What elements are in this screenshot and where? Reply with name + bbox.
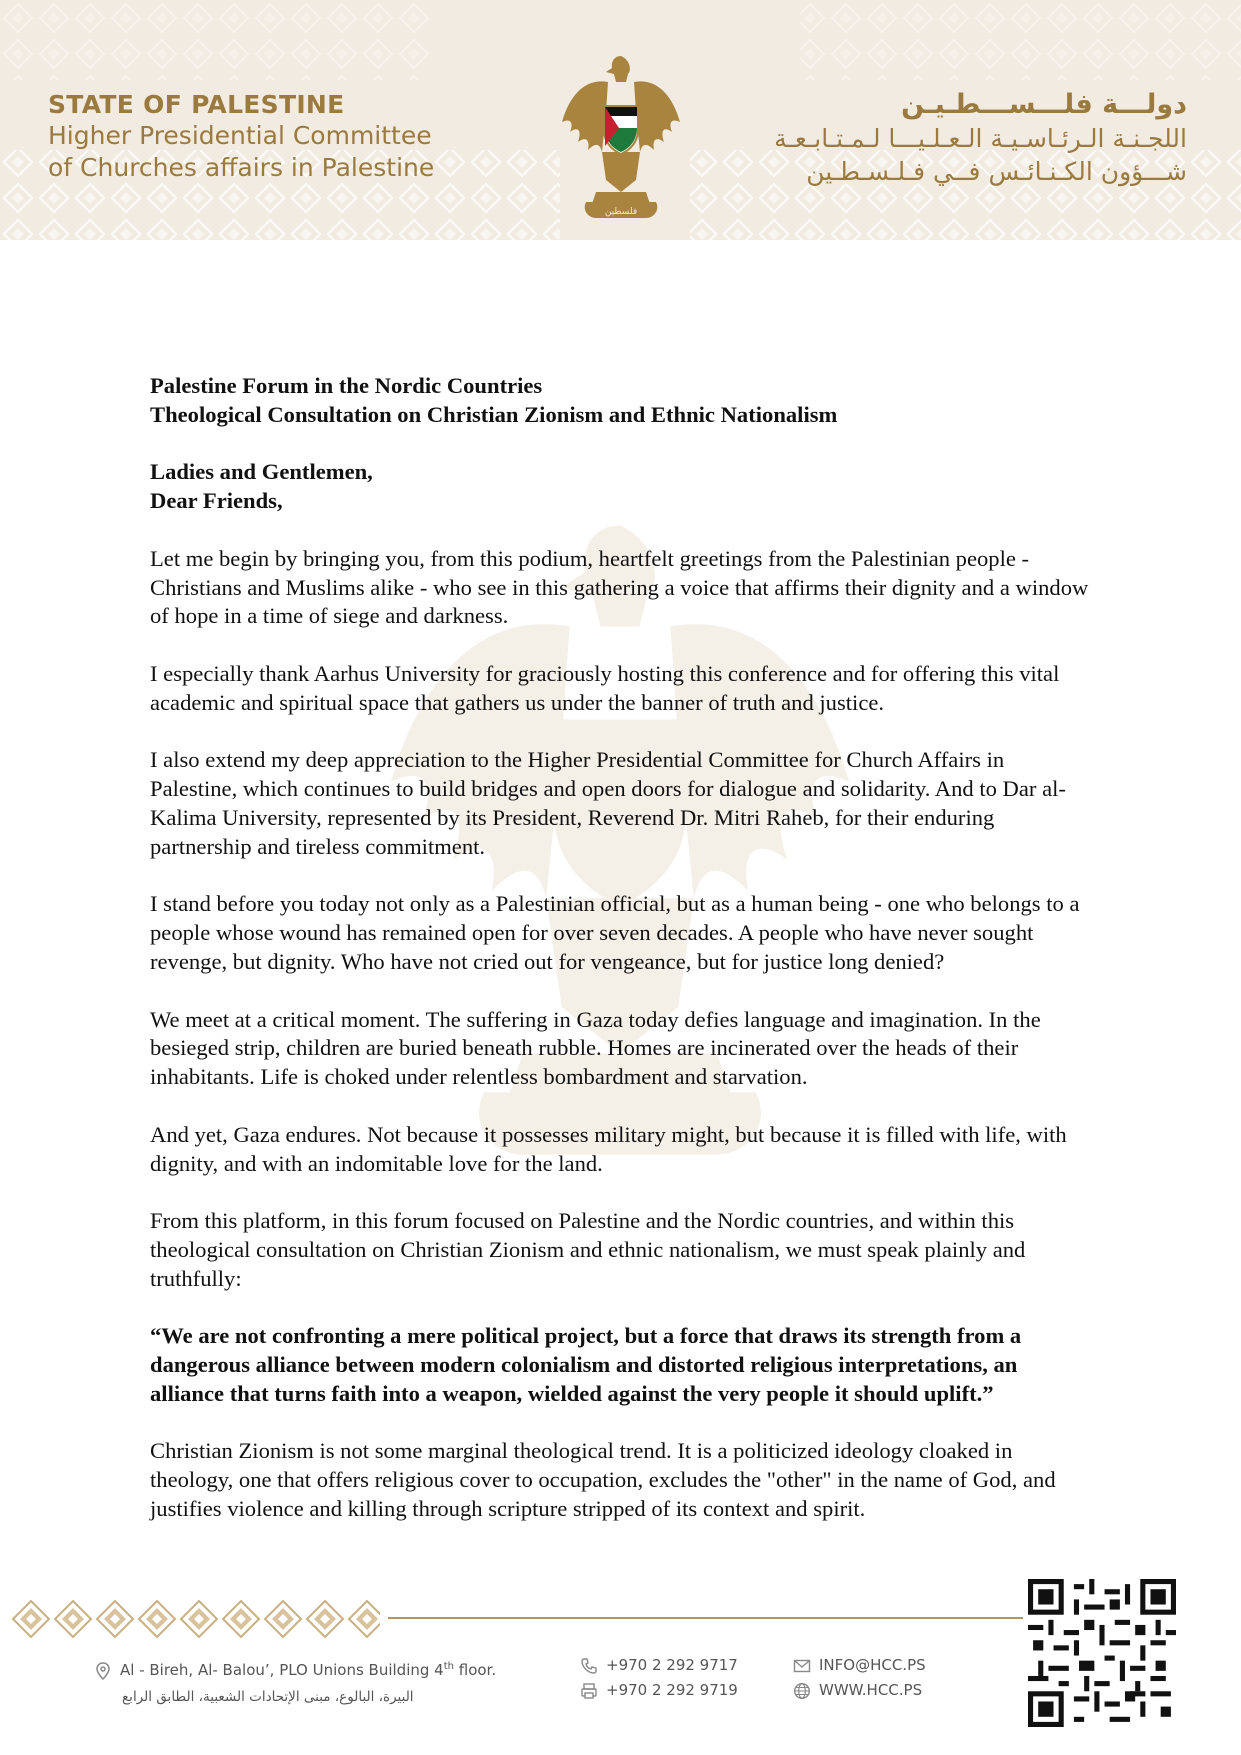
email-link[interactable]: [793, 1656, 926, 1675]
address-english: [94, 1661, 496, 1680]
org-title-line-arabic: دولـــة فلـــســـطـيـن: [901, 89, 1187, 120]
paragraph: Let me begin by bringing you, from this podium, heartfelt greetings from the Palestinian people - Christians and Muslims alike - who see in this gathering a voice that affirms their dignity and a window of hope in a time of siege and darkness.: [150, 545, 1089, 629]
salutation-line-2: Dear Friends,: [150, 488, 283, 514]
heading-line-1: Palestine Forum in the Nordic Countries: [150, 373, 543, 398]
fax-text: +970 2 292 9719: [606, 1681, 738, 1699]
salutation: [150, 458, 1095, 516]
fax-icon: [580, 1682, 598, 1700]
pull-quote: “We are not confronting a mere political project, but a force that draws its strength from a dangerous alliance between modern colonialism and distorted religious interpretations, an alliance that turns faith into a weapon, wielded against the very people it should uplift.”: [150, 1323, 1022, 1406]
qr-code[interactable]: [1028, 1578, 1176, 1728]
address-text-tail: floor.: [453, 1661, 497, 1679]
org-subtitle-line: Higher Presidential Committee: [48, 121, 432, 150]
org-subtitle-line: of Churches affairs in Palestine: [48, 153, 435, 182]
paragraph: I also extend my deep appreciation to the Higher Presidential Committee for Church Affairs in Palestine, which continues to build bridges and open doors for dialogue and solidarity. And to Dar al-Kalima University, represented by its President, Reverend Dr. Mitri Raheb, for their enduring partnership and tireless commitment.: [150, 747, 1066, 859]
footer-divider: [388, 1617, 1023, 1619]
paragraph: I stand before you today not only as a Palestinian official, but as a human being - one who belongs to a people whose wound has remained open for over seven decades. A people who have never sought revenge, but dignity. Who have not cried out for vengeance, but for justice long denied?: [150, 891, 1080, 974]
phone-text: +970 2 292 9717: [606, 1656, 738, 1674]
footer-embroidery-pattern: [10, 1598, 380, 1640]
salutation-line-1: Ladies and Gentlemen,: [150, 459, 373, 485]
globe-icon: [793, 1682, 811, 1700]
address-text: Al - Bireh, Al- Balou’, PLO Unions Building 4: [120, 1661, 444, 1679]
location-pin-icon: [94, 1662, 112, 1680]
palestine-eagle-emblem-icon: [556, 52, 686, 222]
email-text: INFO@HCC.PS: [819, 1656, 926, 1674]
letterhead-header: [0, 0, 1241, 240]
phone-number[interactable]: [580, 1656, 738, 1675]
website-text: WWW.HCC.PS: [819, 1681, 923, 1699]
paragraph: And yet, Gaza endures. Not because it possesses military might, but because it is filled with life, with dignity, and with an indomitable love for the land.: [150, 1121, 1067, 1176]
heading-line-2: Theological Consultation on Christian Zionism and Ethnic Nationalism: [150, 401, 838, 427]
envelope-icon: [793, 1657, 811, 1675]
org-subtitle-line-arabic: شـــؤون الكـنـائـس فــي فـلـسـطـين: [806, 157, 1187, 186]
phone-icon: [580, 1657, 598, 1675]
paragraph: From this platform, in this forum focused on Palestine and the Nordic countries, and within this theological consultation on Christian Zionism and ethnic nationalism, we must speak plainly and truthfully:: [150, 1208, 1026, 1291]
paragraph: I especially thank Aarhus University for graciously hosting this conference and for offering this vital academic and spiritual space that gathers us under the banner of truth and justice.: [150, 660, 1060, 715]
letter-heading: [150, 372, 1095, 430]
letter-body: [150, 372, 1095, 1553]
address-arabic: البيرة، البالوع، مبنى الإتحادات الشعبية، الطابق الرابع: [122, 1689, 414, 1705]
org-subtitle-line-arabic: اللجـنـة الـرئـاسـيـة الـعـلـيـــا لـمـتـابـعـة: [774, 124, 1187, 153]
address-superscript: th: [443, 1661, 454, 1672]
organization-name-english: [48, 90, 434, 184]
org-title-line: STATE OF PALESTINE: [48, 90, 345, 119]
organization-name-arabic: [774, 88, 1187, 188]
emblem-caption: فلسطين: [604, 207, 638, 217]
paragraph: We meet at a critical moment. The suffering in Gaza today defies language and imagination. In the besieged strip, children are buried beneath rubble. Homes are incinerated over the heads of their inhabitants. Life is choked under relentless bombardment and starvation.: [150, 1006, 1041, 1090]
website-link[interactable]: [793, 1681, 922, 1700]
paragraph: Christian Zionism is not some marginal theological trend. It is a politicized ideology cloaked in theology, one that offers religious cover to occupation, excludes the "other" in the name of God, and justifies violence and killing through scripture stripped of its context and spirit.: [150, 1438, 1056, 1522]
fax-number[interactable]: [580, 1681, 738, 1700]
